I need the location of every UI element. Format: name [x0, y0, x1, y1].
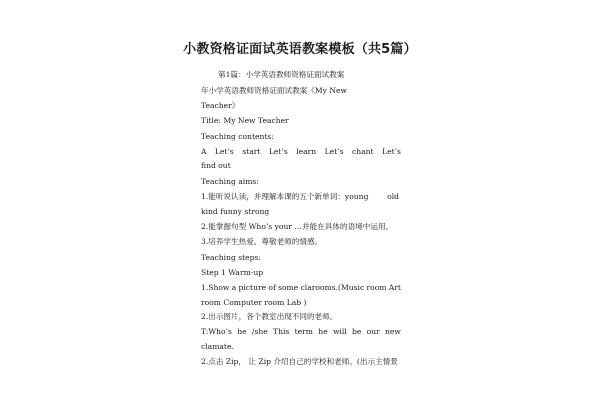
text-line: Teaching steps:	[201, 253, 261, 262]
word: Let’s	[382, 147, 401, 156]
word: /she	[251, 327, 268, 336]
text-line: find out	[201, 161, 231, 170]
word: picture	[238, 283, 267, 292]
text-line: 2.点击 Zip， 让 Zip 介绍自己的学校和老师。(出示主情景	[201, 357, 398, 366]
word: This	[273, 327, 290, 336]
word: start	[242, 147, 261, 156]
justified-line	[201, 327, 401, 337]
word: T:Who’s	[201, 327, 232, 336]
text-line: 年小学英语教师资格证面试教案《My New	[201, 86, 348, 95]
word: clarooms.(Music	[300, 283, 365, 292]
word: Let’s	[324, 147, 344, 156]
text-line: clamate.	[201, 342, 234, 351]
text-line: kind funny strong	[201, 207, 270, 216]
word: chant	[351, 147, 374, 156]
word: Art	[388, 283, 401, 292]
word: A	[201, 147, 207, 156]
text-line: 2.出示图片，各个教室出现不同的老师。	[201, 312, 338, 321]
word: room	[366, 283, 387, 292]
word: Let’s	[268, 147, 288, 156]
text-line: Step 1 Warm-up	[201, 268, 264, 277]
word: he	[237, 327, 247, 336]
word: be	[352, 327, 362, 336]
word: new	[385, 327, 401, 336]
justified-line	[201, 147, 401, 157]
justified-line	[201, 192, 399, 202]
text-line: Teaching contents:	[201, 132, 274, 141]
word: 1.能听说认读，并理解本课的五个新单词：young	[201, 192, 369, 201]
word: Let’s	[214, 147, 234, 156]
text-line: Teacher》	[201, 101, 240, 110]
word: will	[332, 327, 347, 336]
word: our	[366, 327, 380, 336]
text-line: room Computer room Lab )	[201, 298, 307, 307]
text-line: 3.培养学生热爱、尊敬老师的情感。	[201, 237, 323, 246]
word: old	[387, 192, 399, 201]
text-line: Title: My New Teacher	[201, 116, 289, 125]
word: term	[294, 327, 313, 336]
word: learn	[296, 147, 317, 156]
word: he	[318, 327, 328, 336]
word: a	[231, 283, 237, 292]
text-line: Teaching aims:	[201, 177, 259, 186]
word: of	[268, 283, 276, 292]
justified-line	[201, 283, 401, 293]
text-line: 2.能掌握句型 Who’s your …并能在具体的语境中运用。	[201, 222, 394, 231]
word: 1.Show	[201, 283, 230, 292]
word: some	[278, 283, 299, 292]
document-title: 小教资格证面试英语教案模板（共5篇）	[183, 42, 417, 57]
section-heading: 第1篇：小学英语教师资格证面试教案	[218, 70, 345, 79]
